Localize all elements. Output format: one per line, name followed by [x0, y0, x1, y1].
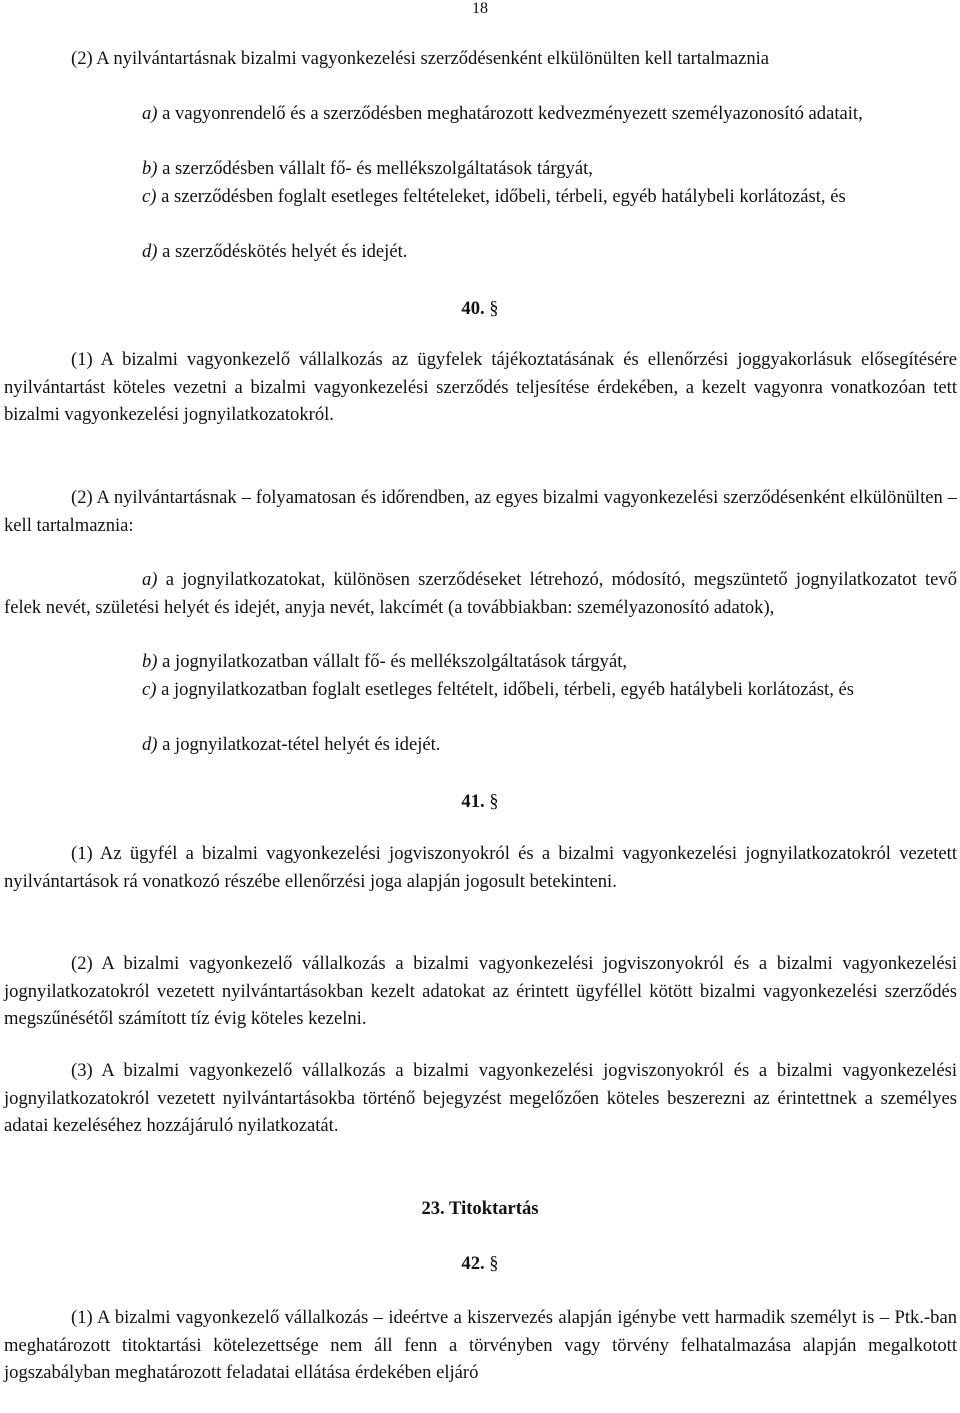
item-text: a szerződésben foglalt esetleges feltételeket, időbeli, térbeli, egyéb hatálybeli korlátozást, és	[156, 186, 846, 207]
paragraph-41-2: (2) A bizalmi vagyonkezelő vállalkozás a bizalmi vagyonkezelési jogviszonyokról és a bizalmi vagyonkezelési jognyilatkozatokról vezetett nyilvántartásokban kezelt adatokat az érintett ügyféllel kötött bizalmi vagyonkezelési szerződés megszűnésétől számított tíz évig köteles kezelni.	[4, 953, 957, 1030]
item-text: a jognyilatkozat-tétel helyét és idejét.	[157, 734, 441, 755]
list-item-40-2-c	[4, 676, 957, 704]
list-item-39-2-b	[142, 155, 593, 183]
section-symbol: §	[489, 298, 499, 319]
section-heading-41	[0, 788, 960, 816]
item-letter: a)	[142, 103, 158, 124]
section-number: 42.	[461, 1253, 485, 1274]
paragraph-41-1: (1) Az ügyfél a bizalmi vagyonkezelési jogviszonyokról és a bizalmi vagyonkezelési jognyilatkozatokról vezetett nyilvántartások rá vonatkozó részébe ellenőrzési joga alapján jogosult betekinteni.	[4, 843, 957, 892]
section-number: 41.	[461, 791, 485, 812]
section-symbol: §	[489, 1253, 499, 1274]
item-text: a szerződéskötés helyét és idejét.	[157, 241, 408, 262]
list-item-39-2-d	[142, 238, 407, 266]
item-text: a jognyilatkozatban foglalt esetleges feltételt, időbeli, térbeli, egyéb hatálybeli korlátozást, és	[156, 679, 854, 700]
section-symbol: §	[489, 791, 499, 812]
paragraph-39-2-intro: (2) A nyilvántartásnak bizalmi vagyonkezelési szerződésenként elkülönülten kell tartalmaznia	[71, 48, 770, 69]
item-text: a szerződésben vállalt fő- és mellékszolgáltatások tárgyát,	[157, 158, 593, 179]
paragraph-40-2: (2) A nyilvántartásnak – folyamatosan és időrendben, az egyes bizalmi vagyonkezelési szerződésenként elkülönülten – kell tartalmaznia:	[4, 487, 957, 536]
item-letter: d)	[142, 241, 158, 262]
item-text: a vagyonrendelő és a szerződésben meghatározott kedvezményezett személyazonosító adatait,	[157, 103, 863, 124]
section-heading-42	[0, 1250, 960, 1278]
item-text: a jognyilatkozatokat, különösen szerződéseket létrehozó, módosító, megszüntető jognyilatkozatot tevő felek nevét, születési helyét és idejét, anyja nevét, lakcímét (a továbbiakban: személyazonosító adatok),	[4, 569, 957, 618]
item-letter: a)	[142, 569, 158, 590]
list-item-40-2-b	[142, 648, 627, 676]
list-item-39-2-a	[4, 100, 957, 128]
item-letter: b)	[142, 651, 158, 672]
list-item-39-2-c	[4, 183, 957, 211]
chapter-title: 23. Titoktartás	[421, 1198, 539, 1219]
list-item-40-2-d	[142, 731, 440, 759]
section-heading-40	[0, 295, 960, 323]
item-letter: d)	[142, 734, 158, 755]
list-item-40-2-a	[4, 566, 957, 621]
paragraph-40-1: (1) A bizalmi vagyonkezelő vállalkozás az ügyfelek tájékoztatásának és ellenőrzési joggyakorlásuk elősegítésére nyilvántartást köteles vezetni a bizalmi vagyonkezelési szerződés teljesítése érdekében, a kezelt vagyonra vonatkozóan tett bizalmi vagyonkezelési jognyilatkozatokról.	[4, 349, 957, 426]
page-number: 18	[472, 0, 488, 17]
item-letter: c)	[142, 186, 157, 207]
item-text: a jognyilatkozatban vállalt fő- és mellékszolgáltatások tárgyát,	[157, 651, 628, 672]
paragraph-41-3: (3) A bizalmi vagyonkezelő vállalkozás a bizalmi vagyonkezelési jogviszonyokról és a bizalmi vagyonkezelési jognyilatkozatokról vezetett nyilvántartásokba történő bejegyzést megelőzően köteles beszerezni az érintettnek a személyes adatai kezeléséhez hozzájáruló nyilatkozatát.	[4, 1060, 957, 1137]
item-letter: c)	[142, 679, 157, 700]
section-number: 40.	[461, 298, 485, 319]
paragraph-42-1: (1) A bizalmi vagyonkezelő vállalkozás – ideértve a kiszervezés alapján igénybe vett harmadik személyt is – Ptk.-ban meghatározott titoktartási kötelezettsége nem áll fenn a törvényben vagy törvény felhatalmazása alapján megalkotott jogszabályban meghatározott feladatai ellátása érdekében eljáró	[4, 1307, 957, 1384]
item-letter: b)	[142, 158, 158, 179]
